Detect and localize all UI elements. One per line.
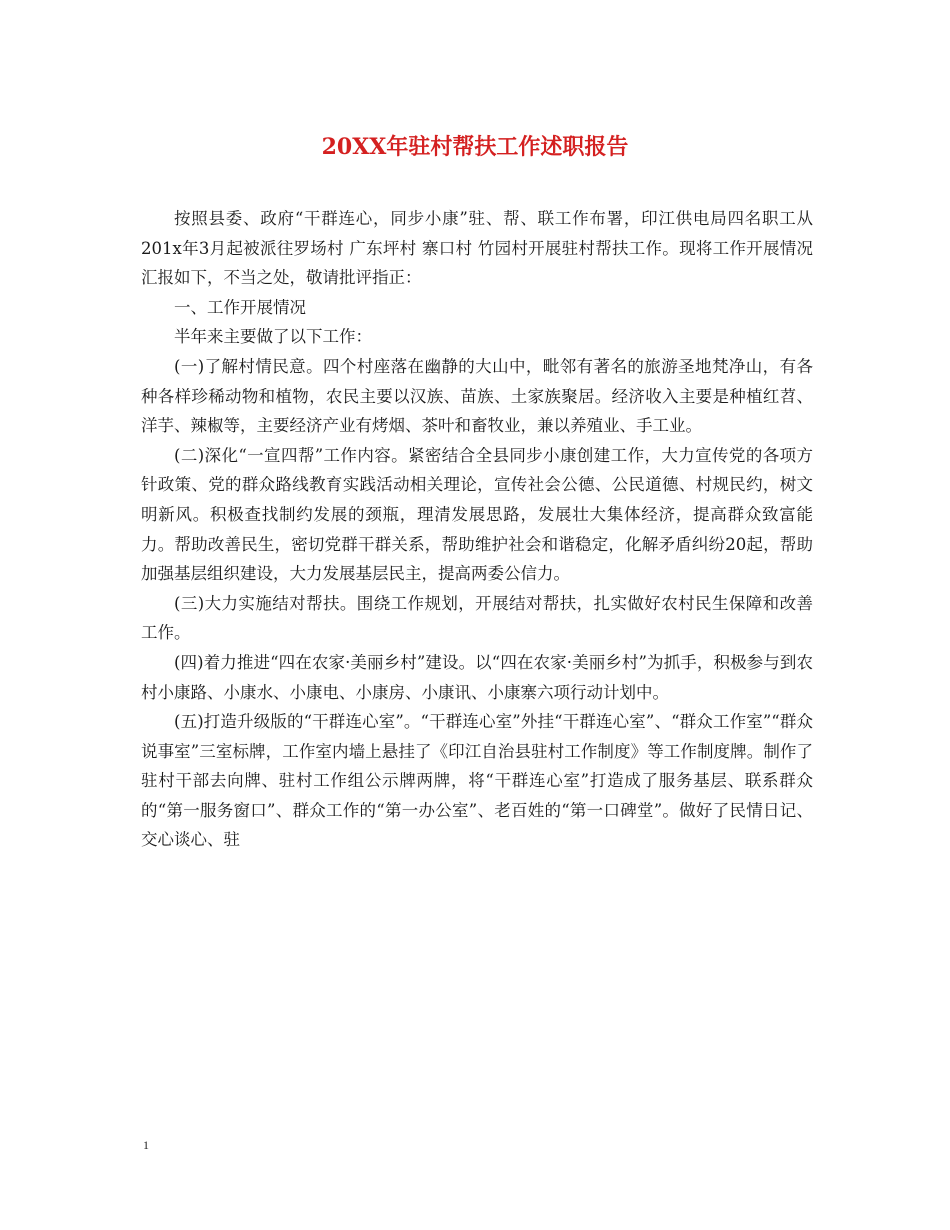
paragraph-summary-lead: 半年来主要做了以下工作：: [174, 327, 372, 347]
paragraph-item-3: (三)大力实施结对帮扶。围绕工作规划，开展结对帮扶，扎实做好农村民生保障和改善工作。: [141, 593, 813, 643]
paragraph-intro: 按照县委、政府“干群连心，同步小康”驻、帮、联工作布署，印江供电局四名职工从201x年3月起被派往罗场村 广东坪村 寨口村 竹园村开展驻村帮扶工作。现将工作开展情况汇报如下，不当之处，敬请批评指正：: [141, 209, 813, 288]
paragraph-item-1: (一)了解村情民意。四个村座落在幽静的大山中，毗邻有著名的旅游圣地梵净山，有各种各样珍稀动物和植物，农民主要以汉族、苗族、土家族聚居。经济收入主要是种植红苕、洋芋、辣椒等，主要经济产业有烤烟、茶叶和畜牧业，兼以养殖业、手工业。: [141, 356, 813, 436]
paragraph-item-4: (四)着力推进“四在农家·美丽乡村”建设。以“四在农家·美丽乡村”为抓手，积极参与到农村小康路、小康水、小康电、小康房、小康讯、小康寨六项行动计划中。: [141, 652, 813, 702]
paragraph-item-5: (五)打造升级版的“干群连心室”。“干群连心室”外挂“干群连心室”、“群众工作室”“群众说事室”三室标牌，工作室内墙上悬挂了《印江自治县驻村工作制度》等工作制度牌。制作了驻村干部去向牌、驻村工作组公示牌两牌，将“干群连心室”打造成了服务基层、联系群众的“第一服务窗口”、群众工作的“第一办公室”、老百姓的“第一口碑堂”。做好了民情日记、交心谈心、驻: [141, 712, 813, 850]
document-body: [141, 204, 813, 855]
paragraph-item-2: (二)深化“一宣四帮”工作内容。紧密结合全县同步小康创建工作，大力宣传党的各项方针政策、党的群众路线教育实践活动相关理论，宣传社会公德、公民道德、村规民约，树文明新风。积极查找制约发展的颈瓶，理清发展思路，发展壮大集体经济，提高群众致富能力。帮助改善民生，密切党群干群关系，帮助维护社会和谐稳定，化解矛盾纠纷20起，帮助加强基层组织建设，大力发展基层民主，提高两委公信力。: [141, 445, 813, 584]
section-heading-work-status: 一、工作开展情况: [174, 297, 306, 317]
document-title: 20XX年驻村帮扶工作述职报告: [321, 134, 629, 160]
page-number: 1: [143, 1138, 149, 1152]
